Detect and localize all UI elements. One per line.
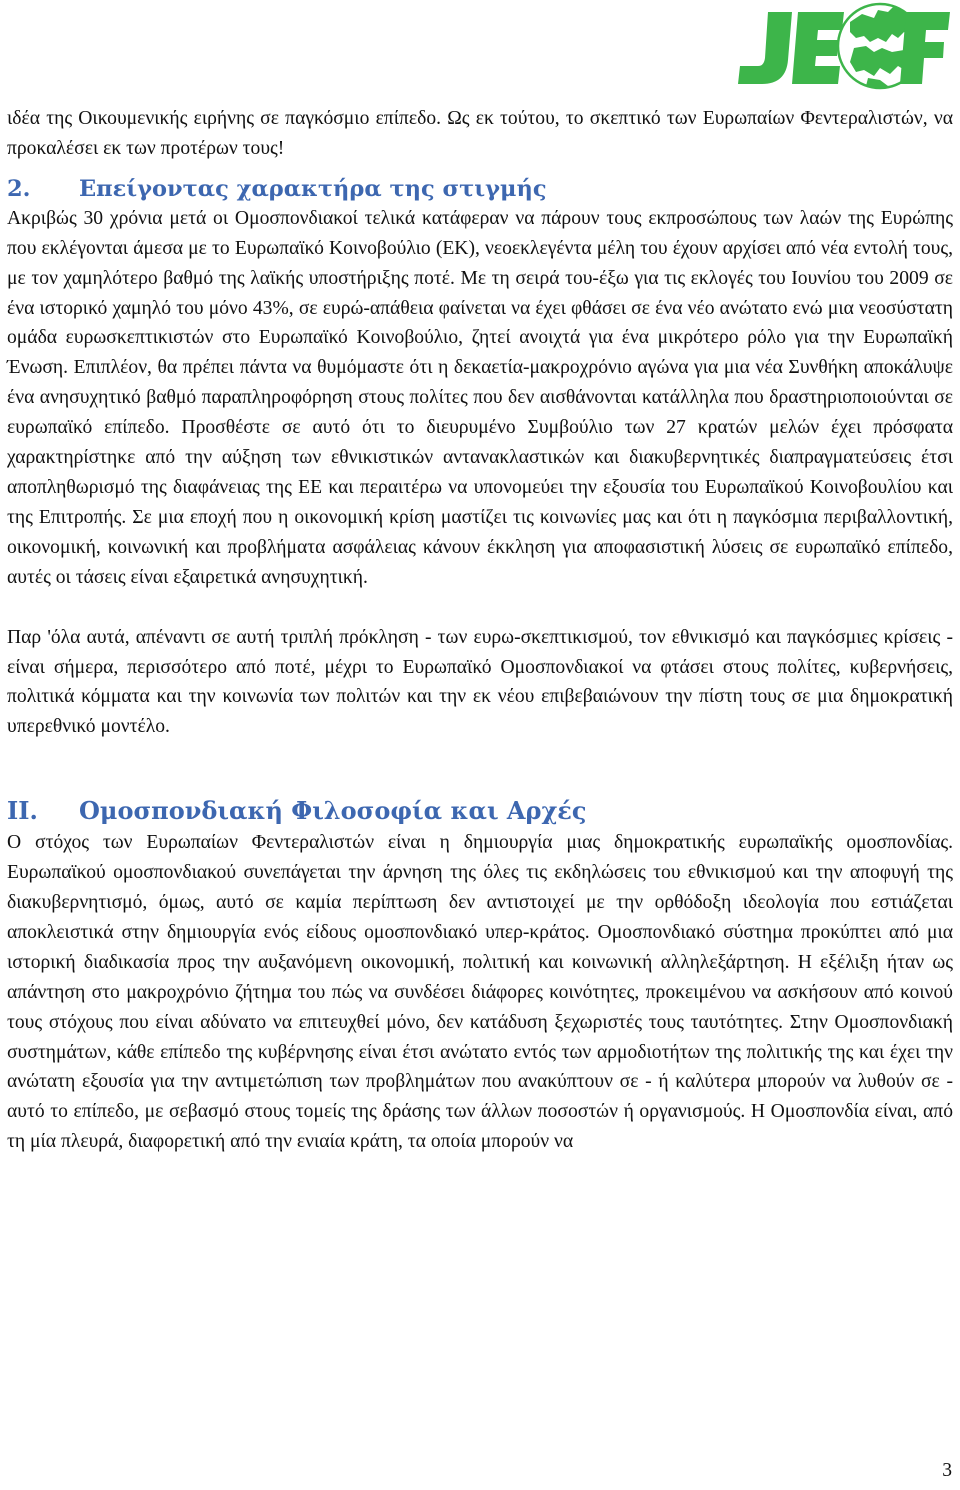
section-II-paragraph-1: Ο στόχος των Ευρωπαίων Φεντεραλιστών είναι η δημιουργία μιας δημοκρατικής ευρωπαϊκής ομοσπονδίας. Ευρωπαϊκού ομοσπονδιακού συνεπάγεται την άρνηση της όλες τις εκδηλώσεις του εθνικισμού και την αποφυγή της διακυβερνητισμό, όμως, αυτό σε καμία περίπτωση δεν αντιστοιχεί με την ορθόδοξη ιδεολογία που εστιάζεται αποκλειστικά στην δημιουργία ενός είδους ομοσπονδιακό υπερ-κράτος. Ομοσπονδιακό σύστημα προκύπτει από μια ιστορική διαδικασία προς την αυξανόμενη οικονομική, πολιτική και κοινωνική αλληλεξάρτηση. Η εξέλιξη ήταν ως απάντηση στο μακροχρόνιο ζήτημα του πώς να συνδέσει διάφορες κοινότητες, προκειμένου να ασκήσουν από κοινού τους στόχους που είναι αδύνατο να επιτευχθεί μόνο, δεν κατάδυση ξεχωριστές τους ταυτότητες. Στην Ομοσπονδιακή συστημάτων, κάθε επίπεδο της κυβέρνησης είναι έτσι ανώτατο εντός των αρμοδιοτήτων της πολιτικής της και έχει την ανώτατη εξουσία για την αντιμετώπιση των προβλημάτων που ανακύπτουν σε - ή καλύτερα μπορούν να λυθούν σε - αυτό το επίπεδο, με σεβασμό στους τομείς της δράσης των άλλων ποσοστών ή οργανισμούς. Η Ομοσπονδία είναι, από τη μία πλευρά, διαφορετική από την ενιαία κράτη, τα οποία μπορούν να [7,832,953,1153]
page-content [7,104,953,1157]
section-title: Επείγοντας χαρακτήρα της στιγμής [79,175,547,202]
section-2-paragraph-1: Ακριβώς 30 χρόνια μετά οι Ομοσπονδιακοί τελικά κατάφεραν να πάρουν τους εκπροσώπους των λαών της Ευρώπης που εκλέγονται άμεσα με το Ευρωπαϊκό Κοινοβούλιο (ΕΚ), νεοεκλεγέντα μέλη του έχουν αρχίσει από νέα εντολή τους, με τον χαμηλότερο βαθμό της λαϊκής υποστήριξης ποτέ. Με τη σειρά του-έξω για τις εκλογές του Ιουνίου του 2009 σε ένα ιστορικό χαμηλό του μόνο 43%, σε ευρώ-απάθεια φαίνεται να έχει φθάσει σε ένα νέο ανώτατο ενώ μια νεοσύστατη ομάδα ευρωσκεπτικιστών στο Ευρωπαϊκό Κοινοβούλιο, ζητεί ανοιχτά για ένα μικρότερο ρόλο για την Ευρωπαϊκή Ένωση. Επιπλέον, θα πρέπει πάντα να θυμόμαστε ότι η δεκαετία-μακροχρόνιο αγώνα για μια νέα Συνθήκη αποκάλυψε ένα ανησυχητικό βαθμό παραπληροφόρηση στους πολίτες που δεν αισθάνονται κατάλληλα που δραστηριοποιούνται σε ευρωπαϊκό επίπεδο. Προσθέστε σε αυτό ότι το διευρυμένο Συμβούλιο των 27 κρατών μελών έχει πρόσφατα χαρακτηρίστηκε από την αύξηση των εθνικιστικών αντανακλαστικών και διακυβερνητικές διαπραγματεύσεις έτσι αποπληθωρισμό της διαφάνειας της ΕΕ και περαιτέρω να υπονομεύει την εξουσία του Ευρωπαϊκού Κοινοβουλίου και της Επιτροπής. Σε μια εποχή που η οικονομική κρίση μαστίζει τις κοινωνίες μας και ότι η παγκόσμια περιβαλλοντική, οικονομική, κοινωνική και προβλήματα ασφάλειας κάνουν έκκληση για αποφασιστική λύσεις σε ευρωπαϊκό επίπεδο, αυτές οι τάσεις είναι εξαιρετικά ανησυχητική. [7,207,953,588]
jef-logo [728,2,952,94]
page-number: 3 [942,1460,952,1481]
section-2-paragraph-2: Παρ 'όλα αυτά, απέναντι σε αυτή τριπλή πρόκληση - των ευρω-σκεπτικισμού, τον εθνικισμό και παγκόσμιες κρίσεις - είναι σήμερα, περισσότερο από ποτέ, μέχρι το Ευρωπαϊκό Ομοσπονδιακοί να φτάσει στους πολίτες, κυβερνήσεις, πολιτικά κόμματα και την κοινωνία των πολιτών και την εκ νέου επιβεβαιώνουν την πίστη τους σε μια δημοκρατική υπερεθνικό μοντέλο. [7,626,953,738]
section-spacer [7,742,953,794]
section-heading-2 [7,174,953,204]
section-heading-II [7,794,953,828]
section-title: Ομοσπονδιακή Φιλοσοφία και Αρχές [79,796,587,826]
section-number: 2. [7,175,31,202]
paragraph-spacer [7,593,953,623]
europe-map-icon [728,2,952,94]
intro-paragraph: ιδέα της Οικουμενικής ειρήνης σε παγκόσμιο επίπεδο. Ως εκ τούτου, το σκεπτικό των Ευρωπαίων Φεντεραλιστών, να προκαλέσει εκ των προτέρων τους! [7,108,953,159]
section-number: II. [7,796,38,826]
